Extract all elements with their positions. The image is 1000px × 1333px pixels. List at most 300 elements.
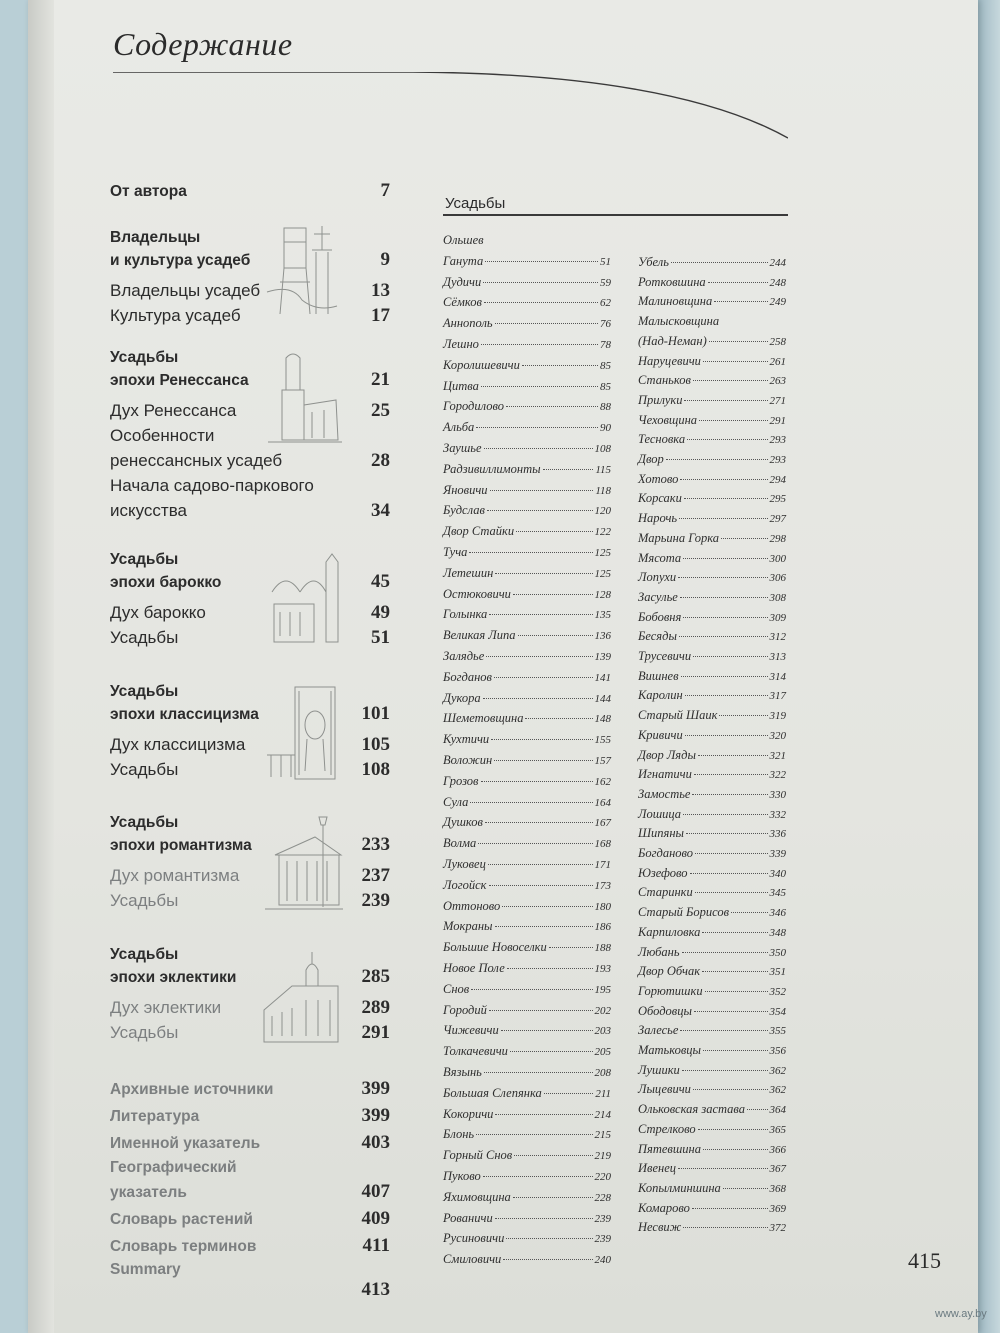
estate-index-entry [638, 491, 786, 509]
estate-index-entry [443, 1107, 611, 1125]
estate-name: Комарово [638, 1200, 690, 1215]
estate-page-number: 319 [769, 710, 786, 723]
estate-page-number: 173 [594, 879, 611, 892]
toc-backmatter-label: Литература [110, 1108, 200, 1125]
dot-leader [695, 892, 768, 893]
estate-index-entry [443, 878, 611, 896]
estate-name: Радзивиллимонты [443, 461, 541, 476]
estate-page-number: 128 [594, 588, 611, 601]
estate-index-entry [638, 1043, 786, 1061]
estate-name: Лошица [638, 806, 682, 821]
dot-leader [481, 344, 598, 345]
dot-leader [680, 1030, 767, 1031]
estate-name: Старинки [638, 885, 693, 900]
toc-subsection-label: Особенности [110, 426, 215, 445]
estate-index-entry [638, 629, 786, 647]
estate-name: Бесяды [638, 629, 677, 644]
estate-name: Грозов [443, 773, 479, 788]
toc-backmatter-label: Географический [110, 1159, 237, 1176]
toc-page-number: 237 [361, 865, 390, 886]
dot-leader [476, 427, 598, 428]
dot-leader [469, 552, 592, 553]
estate-name: Залесье [638, 1023, 679, 1038]
toc-page-number: 17 [371, 305, 390, 326]
dot-leader [683, 617, 767, 618]
toc-backmatter-label: указатель [110, 1184, 187, 1201]
estate-page-number: 321 [769, 749, 786, 762]
estate-name: Кокоричи [443, 1106, 494, 1121]
dot-leader [516, 531, 592, 532]
estate-index-entry [443, 1044, 611, 1062]
estate-name: Двор Ляды [638, 747, 696, 762]
estate-page-number: 118 [595, 484, 611, 497]
estate-name: Цитва [443, 378, 479, 393]
estate-name: Чеховщина [638, 412, 698, 427]
estate-page-number: 346 [769, 907, 786, 920]
estate-index-entry [443, 545, 611, 563]
estate-index-entry [638, 826, 786, 844]
estate-name: Мокраны [443, 919, 493, 934]
estate-page-number: 203 [594, 1025, 611, 1038]
dot-leader [483, 1176, 593, 1177]
dot-leader [518, 635, 593, 636]
estate-index-entry [638, 1122, 786, 1140]
estate-index-entry [638, 708, 786, 726]
estate-index-entry [443, 836, 611, 854]
estate-name: Лешно [443, 337, 479, 351]
toc-backmatter-label: Именной указатель [110, 1135, 261, 1152]
dot-leader [506, 406, 598, 407]
toc-backmatter-label: Словарь терминов [110, 1238, 257, 1255]
estate-page-number: 369 [769, 1202, 786, 1215]
estate-index-entry [443, 732, 611, 750]
estate-page-number: 248 [769, 276, 786, 289]
estate-name: Альба [443, 420, 475, 435]
estate-index-entry [443, 815, 611, 833]
dot-leader [490, 490, 594, 491]
estate-name: Хотово [638, 471, 679, 486]
toc-subsection-label: Дух барокко [110, 603, 206, 622]
estate-index-entry [638, 472, 786, 490]
dot-leader [699, 420, 767, 421]
estate-name: Нарочь [638, 511, 678, 526]
estate-page-number: 356 [769, 1045, 786, 1057]
romantic-rotunda-sketch-illustration [265, 815, 343, 911]
dot-leader [495, 323, 598, 324]
toc-section-title-line: Усадьбы [110, 551, 179, 568]
dot-leader [476, 1134, 592, 1135]
estate-page-number: 120 [594, 505, 611, 518]
estate-name: Пятевшина [638, 1141, 701, 1156]
toc-page-number: 108 [361, 759, 390, 780]
estate-page-number: 313 [769, 651, 786, 663]
toc-page-number: 25 [371, 400, 390, 421]
estate-name: Яхимовщина [443, 1189, 511, 1204]
estate-name: Лопухи [638, 570, 677, 585]
estate-index-entry [443, 899, 611, 917]
dot-leader [495, 1218, 593, 1219]
estate-index-entry [638, 531, 786, 549]
estate-page-number: 239 [594, 1212, 611, 1225]
estate-page-number: 157 [594, 755, 611, 767]
dot-leader [693, 1089, 768, 1090]
toc-page-number: 21 [371, 369, 390, 390]
dot-leader [703, 1050, 768, 1051]
estate-name: Станьков [638, 373, 691, 388]
dot-leader [485, 822, 593, 823]
toc-backmatter-label: Архивные источники [110, 1081, 274, 1098]
estate-name: Двор Обчак [638, 964, 701, 979]
estate-index-entry [443, 524, 611, 542]
estate-page-number: 202 [594, 1004, 611, 1017]
estate-name: Шипяны [638, 826, 685, 841]
toc-page-number: 9 [380, 249, 390, 270]
estate-page-number: 297 [769, 513, 786, 526]
toc-section-title-line: эпохи классицизма [110, 706, 259, 723]
dot-leader [484, 302, 598, 303]
estate-index-entry [638, 393, 786, 411]
estate-index-entry [443, 316, 611, 334]
estate-page-number: 215 [594, 1129, 611, 1142]
dot-leader [702, 971, 767, 972]
estate-name: Дудичи [443, 274, 482, 289]
estate-index-entry [443, 1003, 611, 1021]
estate-index-entry [638, 1023, 786, 1041]
toc-back-matter [110, 1076, 390, 1300]
estate-name: Залядье [443, 649, 485, 663]
estate-index-entry [638, 649, 786, 667]
estate-index-entry [638, 1161, 786, 1179]
estate-page-number: 291 [769, 414, 786, 427]
estate-name: Ольковская застава [638, 1102, 746, 1117]
estate-page-number: 180 [594, 900, 611, 913]
dot-leader [694, 1011, 768, 1012]
toc-page-number: 105 [361, 734, 390, 755]
estate-name: Прилуки [638, 392, 683, 407]
dot-leader [703, 1149, 768, 1150]
estate-page-number: 312 [769, 631, 786, 644]
toc-page-number: 285 [361, 966, 390, 987]
toc-page-number: 49 [371, 602, 390, 623]
estate-page-number: 51 [600, 255, 611, 268]
estate-name: Засулье [638, 589, 678, 604]
estate-index-entry [443, 587, 611, 605]
site-watermark: www.ay.by [935, 1308, 987, 1320]
dot-leader [692, 794, 767, 795]
estate-page-number: 135 [594, 609, 611, 622]
estate-index-entry [638, 669, 786, 687]
estate-page-number: 355 [769, 1025, 786, 1038]
estate-index-entry [443, 691, 611, 709]
estate-index-entry [638, 767, 786, 785]
dot-leader [489, 885, 593, 886]
estate-page-number: 362 [769, 1064, 786, 1077]
dot-leader [494, 677, 593, 678]
estate-name: Юзефово [638, 865, 688, 880]
estate-name: Ганута [443, 253, 484, 268]
estate-index-entry [638, 728, 786, 746]
estate-index-entry [638, 787, 786, 805]
estate-name: Воложин [443, 753, 493, 767]
estate-page-number: 314 [769, 670, 786, 683]
estate-page-number: 309 [769, 611, 786, 624]
estate-index-entry [638, 314, 786, 332]
estate-page-number: 122 [594, 526, 611, 539]
toc-page-number: 291 [361, 1022, 390, 1043]
estate-index-entry [638, 1102, 786, 1120]
estate-name: Наруцевичи [638, 353, 701, 368]
estate-index-entry [443, 483, 611, 501]
estate-index-entry [638, 413, 786, 431]
estate-name: Трусевичи [638, 649, 692, 663]
eclectic-manor-sketch-illustration [262, 950, 340, 1046]
estate-page-number: 186 [594, 921, 611, 934]
dot-leader [684, 400, 767, 401]
dot-leader [484, 1072, 593, 1073]
estate-index-entry [638, 432, 786, 450]
dot-leader [682, 1070, 768, 1071]
dot-leader [678, 577, 767, 578]
dot-leader [731, 912, 767, 913]
estate-index-entry [443, 566, 611, 584]
toc-section-title-line: Усадьбы [110, 946, 179, 963]
estate-index-entry [443, 1023, 611, 1041]
estate-page-number: 294 [769, 473, 786, 486]
estate-name: (Над-Неман) [638, 333, 707, 348]
dot-leader [693, 656, 767, 657]
estate-page-number: 295 [769, 493, 786, 506]
estate-page-number: 220 [594, 1171, 611, 1183]
toc-page-number: 51 [371, 627, 390, 648]
estate-name: Мясота [638, 550, 682, 565]
dot-leader [698, 1129, 768, 1130]
estate-index-entry [638, 334, 786, 352]
toc-section-title-line: эпохи барокко [110, 574, 222, 591]
dot-leader [685, 695, 768, 696]
estate-index-entry [638, 748, 786, 766]
estate-page-number: 90 [600, 422, 611, 435]
estate-page-number: 155 [594, 734, 611, 747]
toc-subsection-label: Начала садово-паркового [110, 476, 314, 495]
estate-page-number: 136 [594, 630, 611, 643]
estate-page-number: 62 [600, 297, 611, 310]
estate-page-number: 261 [769, 355, 786, 368]
dot-leader [501, 1030, 593, 1031]
dot-leader [483, 282, 598, 283]
estate-name: Бобовня [638, 609, 682, 624]
estate-index-entry [638, 551, 786, 569]
baroque-arch-sketch-illustration [266, 552, 344, 648]
dot-leader [719, 715, 767, 716]
estate-page-number: 330 [769, 788, 786, 801]
estate-page-number: 332 [769, 808, 786, 821]
toc-page-number: 289 [361, 997, 390, 1018]
estate-name: Стрелково [638, 1121, 696, 1136]
toc-page-number: 233 [361, 834, 390, 855]
estate-index-entry [638, 1142, 786, 1160]
dot-leader [705, 991, 768, 992]
estate-name: Марьина Горка [638, 530, 719, 545]
dot-leader [488, 864, 593, 865]
estate-page-number: 345 [769, 887, 786, 900]
estate-name: Яновичи [443, 482, 488, 497]
estate-index-entry [443, 774, 611, 792]
estate-page-number: 258 [769, 335, 786, 348]
estate-index-entry [443, 441, 611, 459]
estate-index-entry [638, 905, 786, 923]
estate-page-number: 317 [769, 690, 786, 703]
dot-leader [666, 459, 768, 460]
estate-index-entry [638, 688, 786, 706]
estate-page-number: 162 [594, 775, 611, 788]
estate-page-number: 125 [594, 567, 611, 580]
estate-page-number: 298 [769, 532, 786, 545]
estate-index-entry [638, 570, 786, 588]
estate-index-entry [443, 1065, 611, 1083]
estate-page-number: 88 [600, 401, 611, 414]
toc-section-from-author [110, 180, 390, 203]
toc-section-renaissance [110, 346, 390, 523]
estate-page-number: 228 [594, 1191, 611, 1204]
dot-leader [495, 573, 592, 574]
toc-subsection-label: Усадьбы [110, 891, 179, 910]
estate-page-number: 271 [769, 394, 786, 407]
estate-name: Аннополь [443, 316, 493, 331]
estate-index-entry [638, 590, 786, 608]
estates-index-heading: Усадьбы [445, 195, 506, 212]
estate-index-entry [443, 982, 611, 1000]
estate-index-entry [638, 964, 786, 982]
dot-leader [681, 676, 768, 677]
estate-page-number: 148 [594, 713, 611, 726]
toc-page-number: 13 [371, 280, 390, 301]
estate-page-number: 76 [600, 318, 611, 331]
estate-name: Двор [638, 452, 664, 466]
toc-section-title-line: и культура усадеб [110, 252, 251, 269]
estate-name: Дукора [443, 690, 481, 705]
estate-name: Остюковичи [443, 586, 511, 601]
estate-page-number: 339 [769, 848, 786, 860]
toc-page-number: 7 [380, 180, 390, 201]
toc-subsection-label: ренессансных усадеб [110, 451, 283, 470]
dot-leader [679, 518, 767, 519]
toc-section-title-line: эпохи Ренессанса [110, 372, 249, 389]
dot-leader [522, 365, 598, 366]
estate-index-entry [443, 795, 611, 813]
dot-leader [481, 386, 598, 387]
estate-page-number: 168 [594, 838, 611, 851]
toc-page-number: 45 [371, 571, 390, 592]
estate-page-number: 348 [769, 926, 786, 939]
estate-page-number: 366 [769, 1143, 786, 1156]
estates-heading-rule [443, 214, 788, 216]
estate-page-number: 320 [769, 729, 786, 742]
estate-page-number: 139 [594, 651, 611, 663]
dot-leader [683, 558, 767, 559]
dot-leader [487, 510, 593, 511]
dot-leader [478, 843, 592, 844]
toc-section-eclecticism [110, 943, 390, 1045]
estate-page-number: 336 [769, 828, 786, 841]
estate-page-number: 171 [594, 859, 611, 871]
toc-page-number: 28 [371, 450, 390, 471]
estate-page-number: 263 [769, 375, 786, 388]
estate-name: Сёмков [443, 295, 482, 310]
dot-leader [510, 1051, 593, 1052]
estate-page-number: 352 [769, 985, 786, 998]
dot-leader [708, 282, 768, 283]
estate-index-entry [443, 649, 611, 667]
estate-name: Пуково [443, 1169, 481, 1183]
estate-page-number: 340 [769, 867, 786, 880]
estate-name: Двор Стайки [443, 524, 515, 539]
estate-page-number: 164 [594, 796, 611, 809]
estate-name: Чижевичи [443, 1023, 499, 1038]
estate-name: Богданово [638, 846, 694, 860]
estate-index-entry [443, 961, 611, 979]
estate-name: Малиновщина [638, 294, 713, 309]
dot-leader [513, 1197, 593, 1198]
dot-leader [502, 906, 592, 907]
toc-subsection-label: Дух Ренессанса [110, 401, 237, 420]
estate-page-number: 240 [594, 1254, 611, 1267]
estate-name: Убель [638, 255, 669, 269]
estate-name: Будслав [443, 503, 485, 518]
estate-index-entry [638, 945, 786, 963]
dot-leader [678, 1168, 767, 1169]
dot-leader [692, 1208, 768, 1209]
estate-index-entry [443, 295, 611, 313]
estate-name: Волма [443, 836, 477, 851]
furniture-sketch-illustration [262, 222, 340, 318]
page-number: 415 [908, 1248, 941, 1273]
dot-leader [683, 1227, 767, 1228]
toc-backmatter-label: Summary [110, 1261, 181, 1278]
estate-index-entry [443, 1086, 611, 1104]
dot-leader [714, 301, 767, 302]
dot-leader [495, 1114, 592, 1115]
estate-page-number: 372 [769, 1222, 786, 1235]
dot-leader [683, 814, 767, 815]
renaissance-building-sketch-illustration [266, 350, 344, 446]
dot-leader [503, 1259, 592, 1260]
estate-page-number: 293 [769, 454, 786, 466]
estate-page-number: 306 [769, 572, 786, 585]
estate-index-entry [443, 358, 611, 376]
estate-index-entry [443, 503, 611, 521]
estate-name: Ободовцы [638, 1003, 692, 1018]
estate-name: Туча [443, 545, 468, 559]
estate-index-entry [638, 984, 786, 1002]
toc-section-romanticism [110, 811, 390, 913]
toc-section-title-line: Владельцы [110, 229, 201, 246]
estate-name: Городий [443, 1002, 487, 1017]
dot-leader [679, 636, 768, 637]
dot-leader [747, 1109, 767, 1110]
estate-page-number: 144 [594, 692, 611, 705]
toc-page-number: 409 [361, 1208, 390, 1229]
estate-index-entry [638, 1220, 786, 1238]
estate-index-entry [638, 807, 786, 825]
estate-index-entry [443, 670, 611, 688]
estate-index-entry [443, 1252, 611, 1270]
dot-leader [671, 262, 768, 263]
estate-index-entry [443, 379, 611, 397]
estate-index-entry [443, 420, 611, 438]
estate-name: Ольшев [443, 233, 484, 247]
toc-page-number: 239 [361, 890, 390, 911]
dot-leader [485, 261, 598, 262]
